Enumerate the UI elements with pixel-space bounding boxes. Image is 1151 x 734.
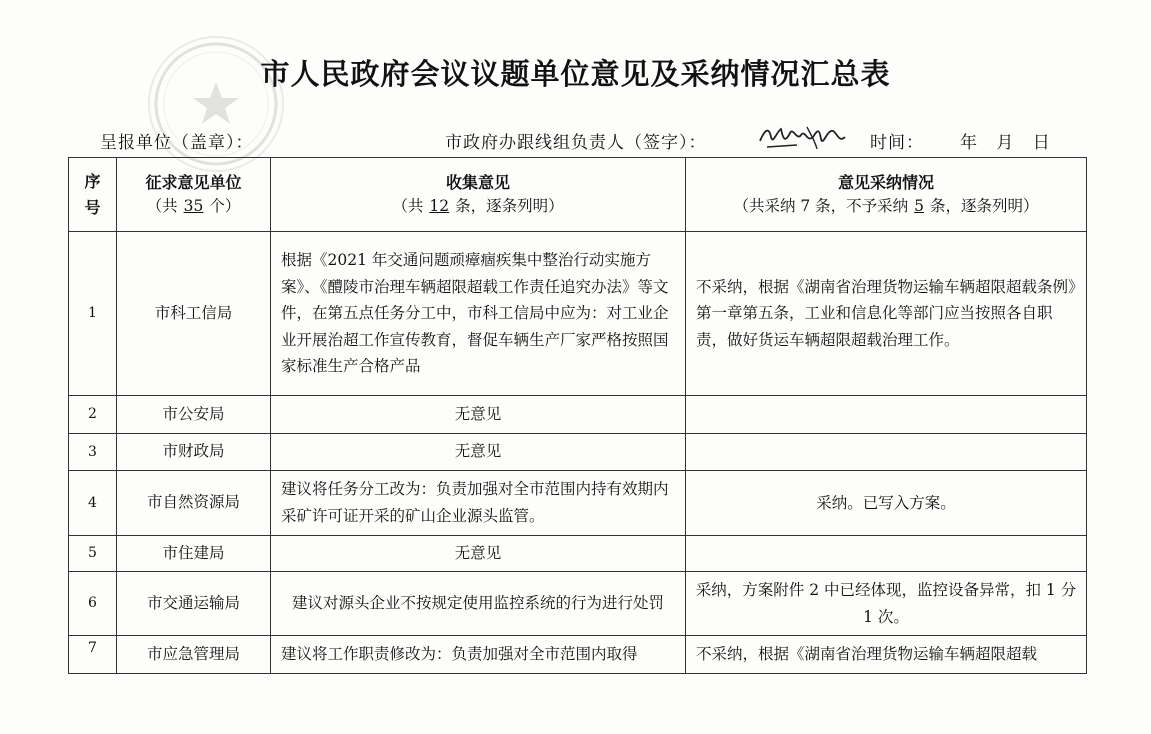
opinion-header-title: 收集意见 <box>445 172 510 192</box>
row-seq: 6 <box>69 572 117 636</box>
unit-count: 35 <box>183 196 204 215</box>
adoption-header <box>686 158 1087 232</box>
row-opinion: 无意见 <box>271 396 686 434</box>
row-unit: 市科工信局 <box>117 232 271 396</box>
table-row <box>69 434 1087 471</box>
unit-header <box>117 158 271 232</box>
row-opinion: 无意见 <box>271 536 686 572</box>
responsible-person-label: 市政府办跟线组负责人（签字）： <box>445 133 707 153</box>
table-row <box>69 471 1087 536</box>
opinion-sub-prefix: （共 <box>392 196 424 215</box>
row-unit: 市自然资源局 <box>117 471 271 536</box>
row-opinion: 建议对源头企业不按规定使用监控系统的行为进行处罚 <box>271 572 686 636</box>
row-adoption: 采纳。已写入方案。 <box>686 471 1087 536</box>
row-seq: 3 <box>69 434 117 471</box>
reporting-unit-label: 呈报单位（盖章）： <box>100 133 254 153</box>
page-title: 市人民政府会议议题单位意见及采纳情况汇总表 <box>260 57 891 91</box>
opinion-sub-suffix: 条，逐条列明） <box>455 196 564 215</box>
adoption-header-sub <box>686 195 1086 218</box>
row-adoption: 不采纳，根据《湖南省治理货物运输车辆超限超载 <box>686 636 1087 674</box>
row-seq: 1 <box>69 232 117 396</box>
opinion-count: 12 <box>429 196 450 215</box>
row-unit: 市财政局 <box>117 434 271 471</box>
row-seq: 7 <box>69 636 117 674</box>
unit-header-title: 征求意见单位 <box>145 172 242 192</box>
time-label: 时间： <box>870 133 924 153</box>
row-unit: 市住建局 <box>117 536 271 572</box>
row-adoption <box>686 536 1087 572</box>
opinion-header-sub <box>271 195 685 218</box>
summary-table <box>68 157 1087 674</box>
row-adoption <box>686 396 1087 434</box>
row-adoption <box>686 434 1087 471</box>
adoption-sub-suffix: 条，逐条列明） <box>930 196 1039 215</box>
table-row <box>69 536 1087 572</box>
opinion-header <box>271 158 686 232</box>
handwritten-signature <box>757 119 849 153</box>
row-opinion: 根据《2021 年交通问题顽瘴痼疾集中整治行动实施方案》、《醴陵市治理车辆超限超载工作责任追究办法》等文件，在第五点任务分工中，市科工信局中应为：对工业企业开展治超工作宣传教育，督促车辆生产厂家严格按照国家标准生产合格产品 <box>271 232 686 396</box>
row-unit: 市应急管理局 <box>117 636 271 674</box>
row-opinion: 无意见 <box>271 434 686 471</box>
row-adoption: 采纳，方案附件 2 中已经体现，监控设备异常，扣 1 分 1 次。 <box>686 572 1087 636</box>
table-row <box>69 396 1087 434</box>
row-seq: 5 <box>69 536 117 572</box>
row-unit: 市交通运输局 <box>117 572 271 636</box>
row-seq: 2 <box>69 396 117 434</box>
seq-header-line2: 号 <box>84 197 101 217</box>
row-opinion: 建议将任务分工改为：负责加强对全市范围内持有效期内采矿许可证开采的矿山企业源头监管。 <box>271 471 686 536</box>
table-header-row <box>69 158 1087 232</box>
row-seq: 4 <box>69 471 117 536</box>
unit-header-sub <box>117 195 270 218</box>
rejected-count: 5 <box>914 196 925 215</box>
row-unit: 市公安局 <box>117 396 271 434</box>
adoption-header-title: 意见采纳情况 <box>837 172 934 192</box>
table-row <box>69 232 1087 396</box>
unit-sub-prefix: （共 <box>146 196 178 215</box>
table-row <box>69 636 1087 674</box>
row-adoption: 不采纳，根据《湖南省治理货物运输车辆超限超载条例》第一章第五条，工业和信息化等部门应当按照各自职责，做好货运车辆超限超载治理工作。 <box>686 232 1087 396</box>
table-row <box>69 572 1087 636</box>
unit-sub-suffix: 个） <box>209 196 241 215</box>
seq-header-line1: 序 <box>84 171 101 191</box>
row-opinion: 建议将工作职责修改为：负责加强对全市范围内取得 <box>271 636 686 674</box>
adoption-sub-prefix: （共采纳 7 条，不予采纳 <box>733 196 909 215</box>
date-label: 年 月 日 <box>960 133 1051 153</box>
seq-header <box>69 158 117 232</box>
